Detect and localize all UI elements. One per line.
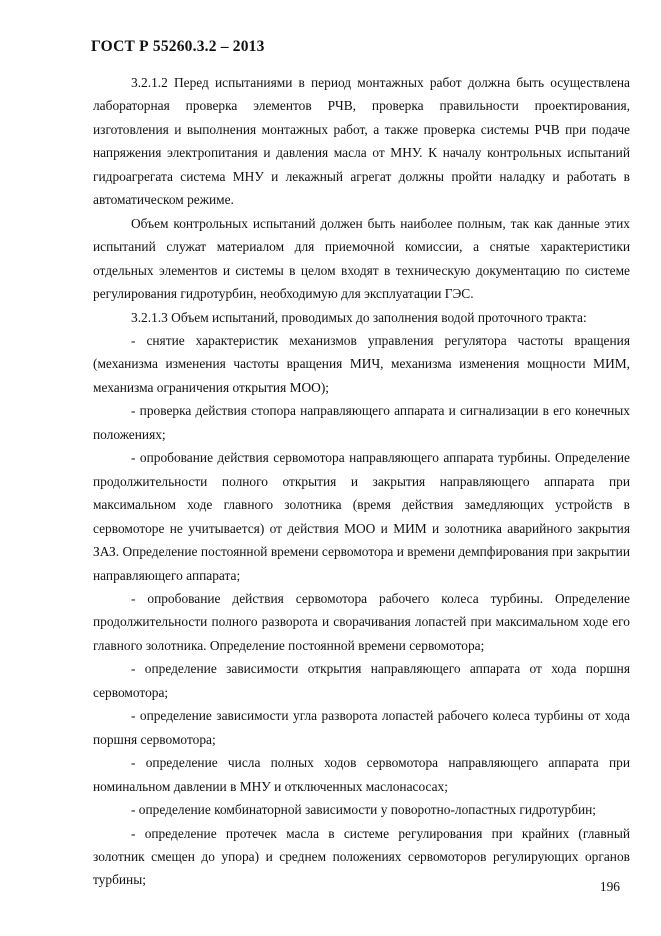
list-item: - опробование действия сервомотора рабочего колеса турбины. Определение продолжительности полного разворота и сворачивания лопастей при максимальном ходе его главного золотника. Определение постоянной времени сервомотора; bbox=[93, 590, 630, 653]
list-item: - определение зависимости открытия направляющего аппарата от хода поршня сервомотора; bbox=[93, 661, 630, 700]
paragraph-scope-description: Объем контрольных испытаний должен быть наиболее полным, так как данные этих испытаний служат материалом для приемочной комиссии, а снятые характеристики отдельных элементов и системы в целом входят в техническую документацию по системе регулирования гидротурбин, необходимую для эксплуатации ГЭС. bbox=[93, 215, 630, 302]
paragraph-3-2-1-3: 3.2.1.3 Объем испытаний, проводимых до заполнения водой проточного тракта: bbox=[131, 309, 587, 325]
list-item: - определение зависимости угла разворота лопастей рабочего колеса турбины от хода поршня сервомотора; bbox=[93, 708, 630, 747]
list-item: - определение протечек масла в системе регулирования при крайних (главный золотник смещен до упора) и среднем положениях сервомоторов регулирующих органов турбины; bbox=[93, 825, 630, 888]
list-item: - определение комбинаторной зависимости у поворотно-лопастных гидротурбин; bbox=[131, 802, 597, 818]
document-header: ГОСТ Р 55260.3.2 – 2013 bbox=[91, 38, 265, 55]
list-item: - опробование действия сервомотора направляющего аппарата турбины. Определение продолжительности полного открытия и закрытия направляющего аппарата при максимальном ходе главного золотника (время действия замедляющих устройств в сервомоторе не учитывается) от действия МОО и МИМ и золотника аварийного закрытия ЗАЗ. Определение постоянной времени сервомотора и времени демпфирования при закрытии направляющего аппарата; bbox=[93, 450, 630, 583]
list-item: - снятие характеристик механизмов управления регулятора частоты вращения (механизма изменения частоты вращения МИЧ, механизма изменения мощности МИМ, механизма ограничения открытия МОО); bbox=[93, 332, 630, 395]
document-body bbox=[93, 71, 630, 892]
paragraph-3-2-1-2: 3.2.1.2 Перед испытаниями в период монтажных работ должна быть осуществлена лабораторная проверка элементов РЧВ, проверка правильности проектирования, изготовления и выполнения монтажных работ, а также проверка системы РЧВ при подаче напряжения электропитания и давления масла от МНУ. К началу контрольных испытаний гидроагрегата система МНУ и лекажный агрегат должны пройти наладку и работать в автоматическом режиме. bbox=[93, 75, 630, 208]
list-item: - определение числа полных ходов сервомотора направляющего аппарата при номинальном давлении в МНУ и отключенных маслонасосах; bbox=[93, 755, 630, 794]
page-number: 196 bbox=[599, 879, 620, 894]
list-item: - проверка действия стопора направляющего аппарата и сигнализации в его конечных положениях; bbox=[93, 403, 630, 442]
